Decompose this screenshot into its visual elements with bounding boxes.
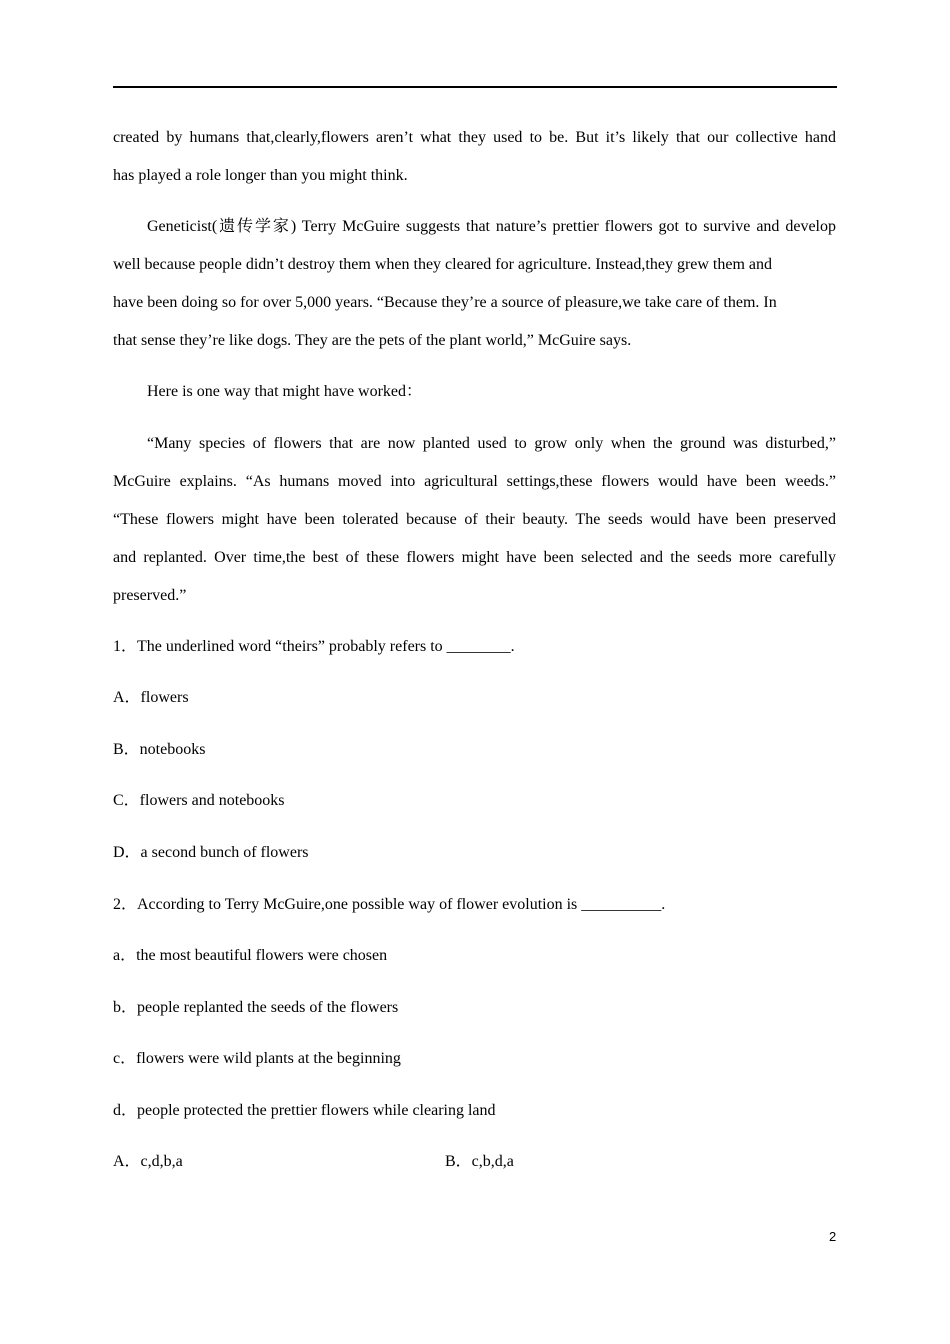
- passage-line: well because people didn’t destroy them when they cleared for agriculture. Instead,they grew them and: [113, 256, 773, 273]
- q1-option-a: A．flowers: [113, 689, 189, 706]
- header-rule: [113, 86, 837, 88]
- passage-line: and replanted. Over time,the best of these flowers might have been selected and the seeds more carefully: [113, 549, 836, 566]
- q1-option-c: C．flowers and notebooks: [113, 792, 285, 809]
- q2-item-a: a．the most beautiful flowers were chosen: [113, 947, 388, 964]
- passage-line: have been doing so for over 5,000 years. “Because they’re a source of pleasure,we take care of them. In: [113, 294, 777, 311]
- passage-line: preserved.”: [113, 587, 187, 604]
- page-number: 2: [829, 1229, 837, 1244]
- q2-item-b: b．people replanted the seeds of the flowers: [113, 999, 399, 1016]
- passage-line: Geneticist(遗传学家) Terry McGuire suggests that nature’s prettier flowers got to survive and develop: [147, 218, 836, 235]
- passage-line: Here is one way that might have worked：: [147, 383, 423, 400]
- passage-line: “These flowers might have been tolerated because of their beauty. The seeds would have been preserved: [113, 511, 836, 528]
- q2-option-a: A．c,d,b,a: [113, 1153, 183, 1170]
- q2-item-d: d．people protected the prettier flowers while clearing land: [113, 1102, 496, 1119]
- q1-option-b: B．notebooks: [113, 741, 206, 758]
- question-1-stem: 1．The underlined word “theirs” probably refers to ________.: [113, 638, 515, 655]
- q2-item-c: c．flowers were wild plants at the beginning: [113, 1050, 401, 1067]
- question-2-stem: 2．According to Terry McGuire,one possible way of flower evolution is __________.: [113, 896, 666, 913]
- passage-line: that sense they’re like dogs. They are the pets of the plant world,” McGuire says.: [113, 332, 632, 349]
- passage-line: created by humans that,clearly,flowers aren’t what they used to be. But it’s likely that our collective hand: [113, 129, 836, 146]
- passage-line: McGuire explains. “As humans moved into agricultural settings,these flowers would have been weeds.”: [113, 473, 836, 490]
- q2-option-b: B．c,b,d,a: [445, 1153, 514, 1170]
- q1-option-d: D．a second bunch of flowers: [113, 844, 309, 861]
- passage-line: “Many species of flowers that are now planted used to grow only when the ground was disturbed,”: [147, 435, 836, 452]
- passage-line: has played a role longer than you might think.: [113, 167, 408, 184]
